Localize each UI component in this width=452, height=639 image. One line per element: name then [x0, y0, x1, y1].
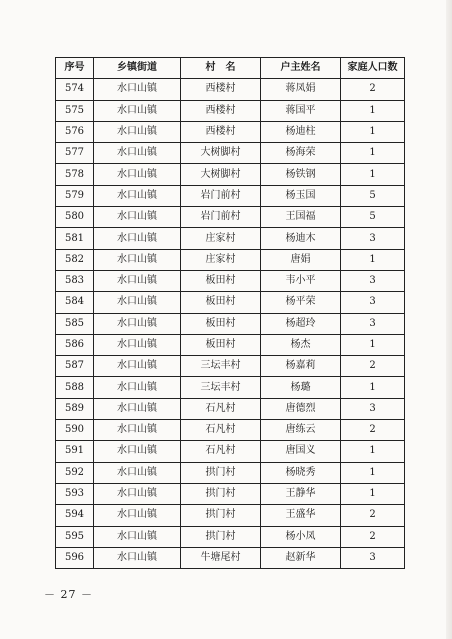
- family-size-cell: 2: [341, 79, 405, 100]
- serial-number-cell: 575: [56, 100, 94, 121]
- serial-number-cell: 580: [56, 207, 94, 228]
- family-size-cell: 1: [341, 441, 405, 462]
- serial-number-cell: 584: [56, 292, 94, 313]
- village-cell: 拱门村: [181, 505, 261, 526]
- serial-number-cell: 594: [56, 505, 94, 526]
- table-row: [56, 377, 405, 398]
- table-row: [56, 356, 405, 377]
- family-size-cell: 3: [341, 398, 405, 419]
- householder-cell: 杨嘉莉: [261, 356, 341, 377]
- householder-cell: 杨迪柱: [261, 121, 341, 142]
- header-family-size: 家庭人口数: [341, 58, 405, 79]
- household-table: [55, 57, 405, 569]
- township-cell: 水口山镇: [94, 121, 181, 142]
- householder-cell: 杨晓秀: [261, 462, 341, 483]
- table-row: [56, 441, 405, 462]
- householder-cell: 王静华: [261, 483, 341, 504]
- serial-number-cell: 591: [56, 441, 94, 462]
- householder-cell: 蒋凤娟: [261, 79, 341, 100]
- table-row: [56, 249, 405, 270]
- householder-cell: 杨小凤: [261, 526, 341, 547]
- householder-cell: 杨玉国: [261, 185, 341, 206]
- table-row: [56, 100, 405, 121]
- householder-cell: 杨平荣: [261, 292, 341, 313]
- family-size-cell: 2: [341, 420, 405, 441]
- table-row: [56, 398, 405, 419]
- table-row: [56, 334, 405, 355]
- header-village: 村 名: [181, 58, 261, 79]
- family-size-cell: 5: [341, 185, 405, 206]
- village-cell: 拱门村: [181, 462, 261, 483]
- township-cell: 水口山镇: [94, 228, 181, 249]
- township-cell: 水口山镇: [94, 377, 181, 398]
- family-size-cell: 3: [341, 270, 405, 291]
- township-cell: 水口山镇: [94, 207, 181, 228]
- table-header-row: [56, 58, 405, 79]
- family-size-cell: 1: [341, 377, 405, 398]
- serial-number-cell: 590: [56, 420, 94, 441]
- family-size-cell: 2: [341, 526, 405, 547]
- householder-cell: 王盛华: [261, 505, 341, 526]
- table-row: [56, 228, 405, 249]
- village-cell: 三坛丰村: [181, 377, 261, 398]
- page-number: － 27 －: [44, 588, 93, 601]
- township-cell: 水口山镇: [94, 100, 181, 121]
- family-size-cell: 1: [341, 334, 405, 355]
- village-cell: 板田村: [181, 292, 261, 313]
- township-cell: 水口山镇: [94, 441, 181, 462]
- serial-number-cell: 581: [56, 228, 94, 249]
- family-size-cell: 3: [341, 547, 405, 568]
- township-cell: 水口山镇: [94, 420, 181, 441]
- village-cell: 庄家村: [181, 249, 261, 270]
- householder-cell: 杨超玲: [261, 313, 341, 334]
- township-cell: 水口山镇: [94, 356, 181, 377]
- householder-cell: 赵新华: [261, 547, 341, 568]
- serial-number-cell: 587: [56, 356, 94, 377]
- table-row: [56, 143, 405, 164]
- table-row: [56, 462, 405, 483]
- township-cell: 水口山镇: [94, 398, 181, 419]
- serial-number-cell: 596: [56, 547, 94, 568]
- serial-number-cell: 574: [56, 79, 94, 100]
- householder-cell: 唐练云: [261, 420, 341, 441]
- serial-number-cell: 588: [56, 377, 94, 398]
- family-size-cell: 3: [341, 313, 405, 334]
- serial-number-cell: 578: [56, 164, 94, 185]
- table-row: [56, 164, 405, 185]
- table-body: [56, 79, 405, 569]
- table-row: [56, 292, 405, 313]
- family-size-cell: 1: [341, 249, 405, 270]
- family-size-cell: 3: [341, 228, 405, 249]
- family-size-cell: 1: [341, 462, 405, 483]
- table-row: [56, 185, 405, 206]
- township-cell: 水口山镇: [94, 185, 181, 206]
- table-row: [56, 420, 405, 441]
- family-size-cell: 1: [341, 143, 405, 164]
- householder-cell: 杨璐: [261, 377, 341, 398]
- householder-cell: 唐德烈: [261, 398, 341, 419]
- township-cell: 水口山镇: [94, 292, 181, 313]
- township-cell: 水口山镇: [94, 313, 181, 334]
- table-row: [56, 526, 405, 547]
- village-cell: 西楼村: [181, 79, 261, 100]
- serial-number-cell: 583: [56, 270, 94, 291]
- householder-cell: 韦小平: [261, 270, 341, 291]
- family-size-cell: 1: [341, 100, 405, 121]
- village-cell: 庄家村: [181, 228, 261, 249]
- householder-cell: 唐国义: [261, 441, 341, 462]
- table-row: [56, 313, 405, 334]
- householder-cell: 杨杰: [261, 334, 341, 355]
- page-edge-shadow: [446, 0, 452, 639]
- header-householder: 户主姓名: [261, 58, 341, 79]
- householder-cell: 杨铁钢: [261, 164, 341, 185]
- serial-number-cell: 595: [56, 526, 94, 547]
- family-size-cell: 5: [341, 207, 405, 228]
- header-serial-number: 序号: [56, 58, 94, 79]
- serial-number-cell: 592: [56, 462, 94, 483]
- village-cell: 西楼村: [181, 100, 261, 121]
- village-cell: 拱门村: [181, 526, 261, 547]
- township-cell: 水口山镇: [94, 505, 181, 526]
- table-row: [56, 483, 405, 504]
- householder-cell: 唐娟: [261, 249, 341, 270]
- township-cell: 水口山镇: [94, 79, 181, 100]
- township-cell: 水口山镇: [94, 547, 181, 568]
- serial-number-cell: 577: [56, 143, 94, 164]
- serial-number-cell: 582: [56, 249, 94, 270]
- householder-cell: 蒋国平: [261, 100, 341, 121]
- township-cell: 水口山镇: [94, 334, 181, 355]
- village-cell: 岩门前村: [181, 207, 261, 228]
- householder-cell: 杨海荣: [261, 143, 341, 164]
- family-size-cell: 1: [341, 121, 405, 142]
- village-cell: 石凡村: [181, 441, 261, 462]
- township-cell: 水口山镇: [94, 526, 181, 547]
- serial-number-cell: 579: [56, 185, 94, 206]
- village-cell: 大树脚村: [181, 164, 261, 185]
- family-size-cell: 2: [341, 356, 405, 377]
- village-cell: 板田村: [181, 334, 261, 355]
- township-cell: 水口山镇: [94, 143, 181, 164]
- householder-cell: 王国福: [261, 207, 341, 228]
- serial-number-cell: 585: [56, 313, 94, 334]
- village-cell: 石凡村: [181, 398, 261, 419]
- township-cell: 水口山镇: [94, 483, 181, 504]
- table-row: [56, 79, 405, 100]
- family-size-cell: 1: [341, 164, 405, 185]
- township-cell: 水口山镇: [94, 164, 181, 185]
- serial-number-cell: 589: [56, 398, 94, 419]
- township-cell: 水口山镇: [94, 249, 181, 270]
- village-cell: 拱门村: [181, 483, 261, 504]
- table-row: [56, 547, 405, 568]
- householder-cell: 杨迪木: [261, 228, 341, 249]
- serial-number-cell: 576: [56, 121, 94, 142]
- village-cell: 板田村: [181, 270, 261, 291]
- serial-number-cell: 586: [56, 334, 94, 355]
- header-township: 乡镇街道: [94, 58, 181, 79]
- table-row: [56, 505, 405, 526]
- village-cell: 板田村: [181, 313, 261, 334]
- village-cell: 大树脚村: [181, 143, 261, 164]
- table-row: [56, 270, 405, 291]
- village-cell: 岩门前村: [181, 185, 261, 206]
- village-cell: 石凡村: [181, 420, 261, 441]
- village-cell: 西楼村: [181, 121, 261, 142]
- village-cell: 牛塘尾村: [181, 547, 261, 568]
- table-row: [56, 207, 405, 228]
- village-cell: 三坛丰村: [181, 356, 261, 377]
- family-size-cell: 3: [341, 292, 405, 313]
- family-size-cell: 1: [341, 483, 405, 504]
- table-row: [56, 121, 405, 142]
- family-size-cell: 2: [341, 505, 405, 526]
- township-cell: 水口山镇: [94, 270, 181, 291]
- serial-number-cell: 593: [56, 483, 94, 504]
- township-cell: 水口山镇: [94, 462, 181, 483]
